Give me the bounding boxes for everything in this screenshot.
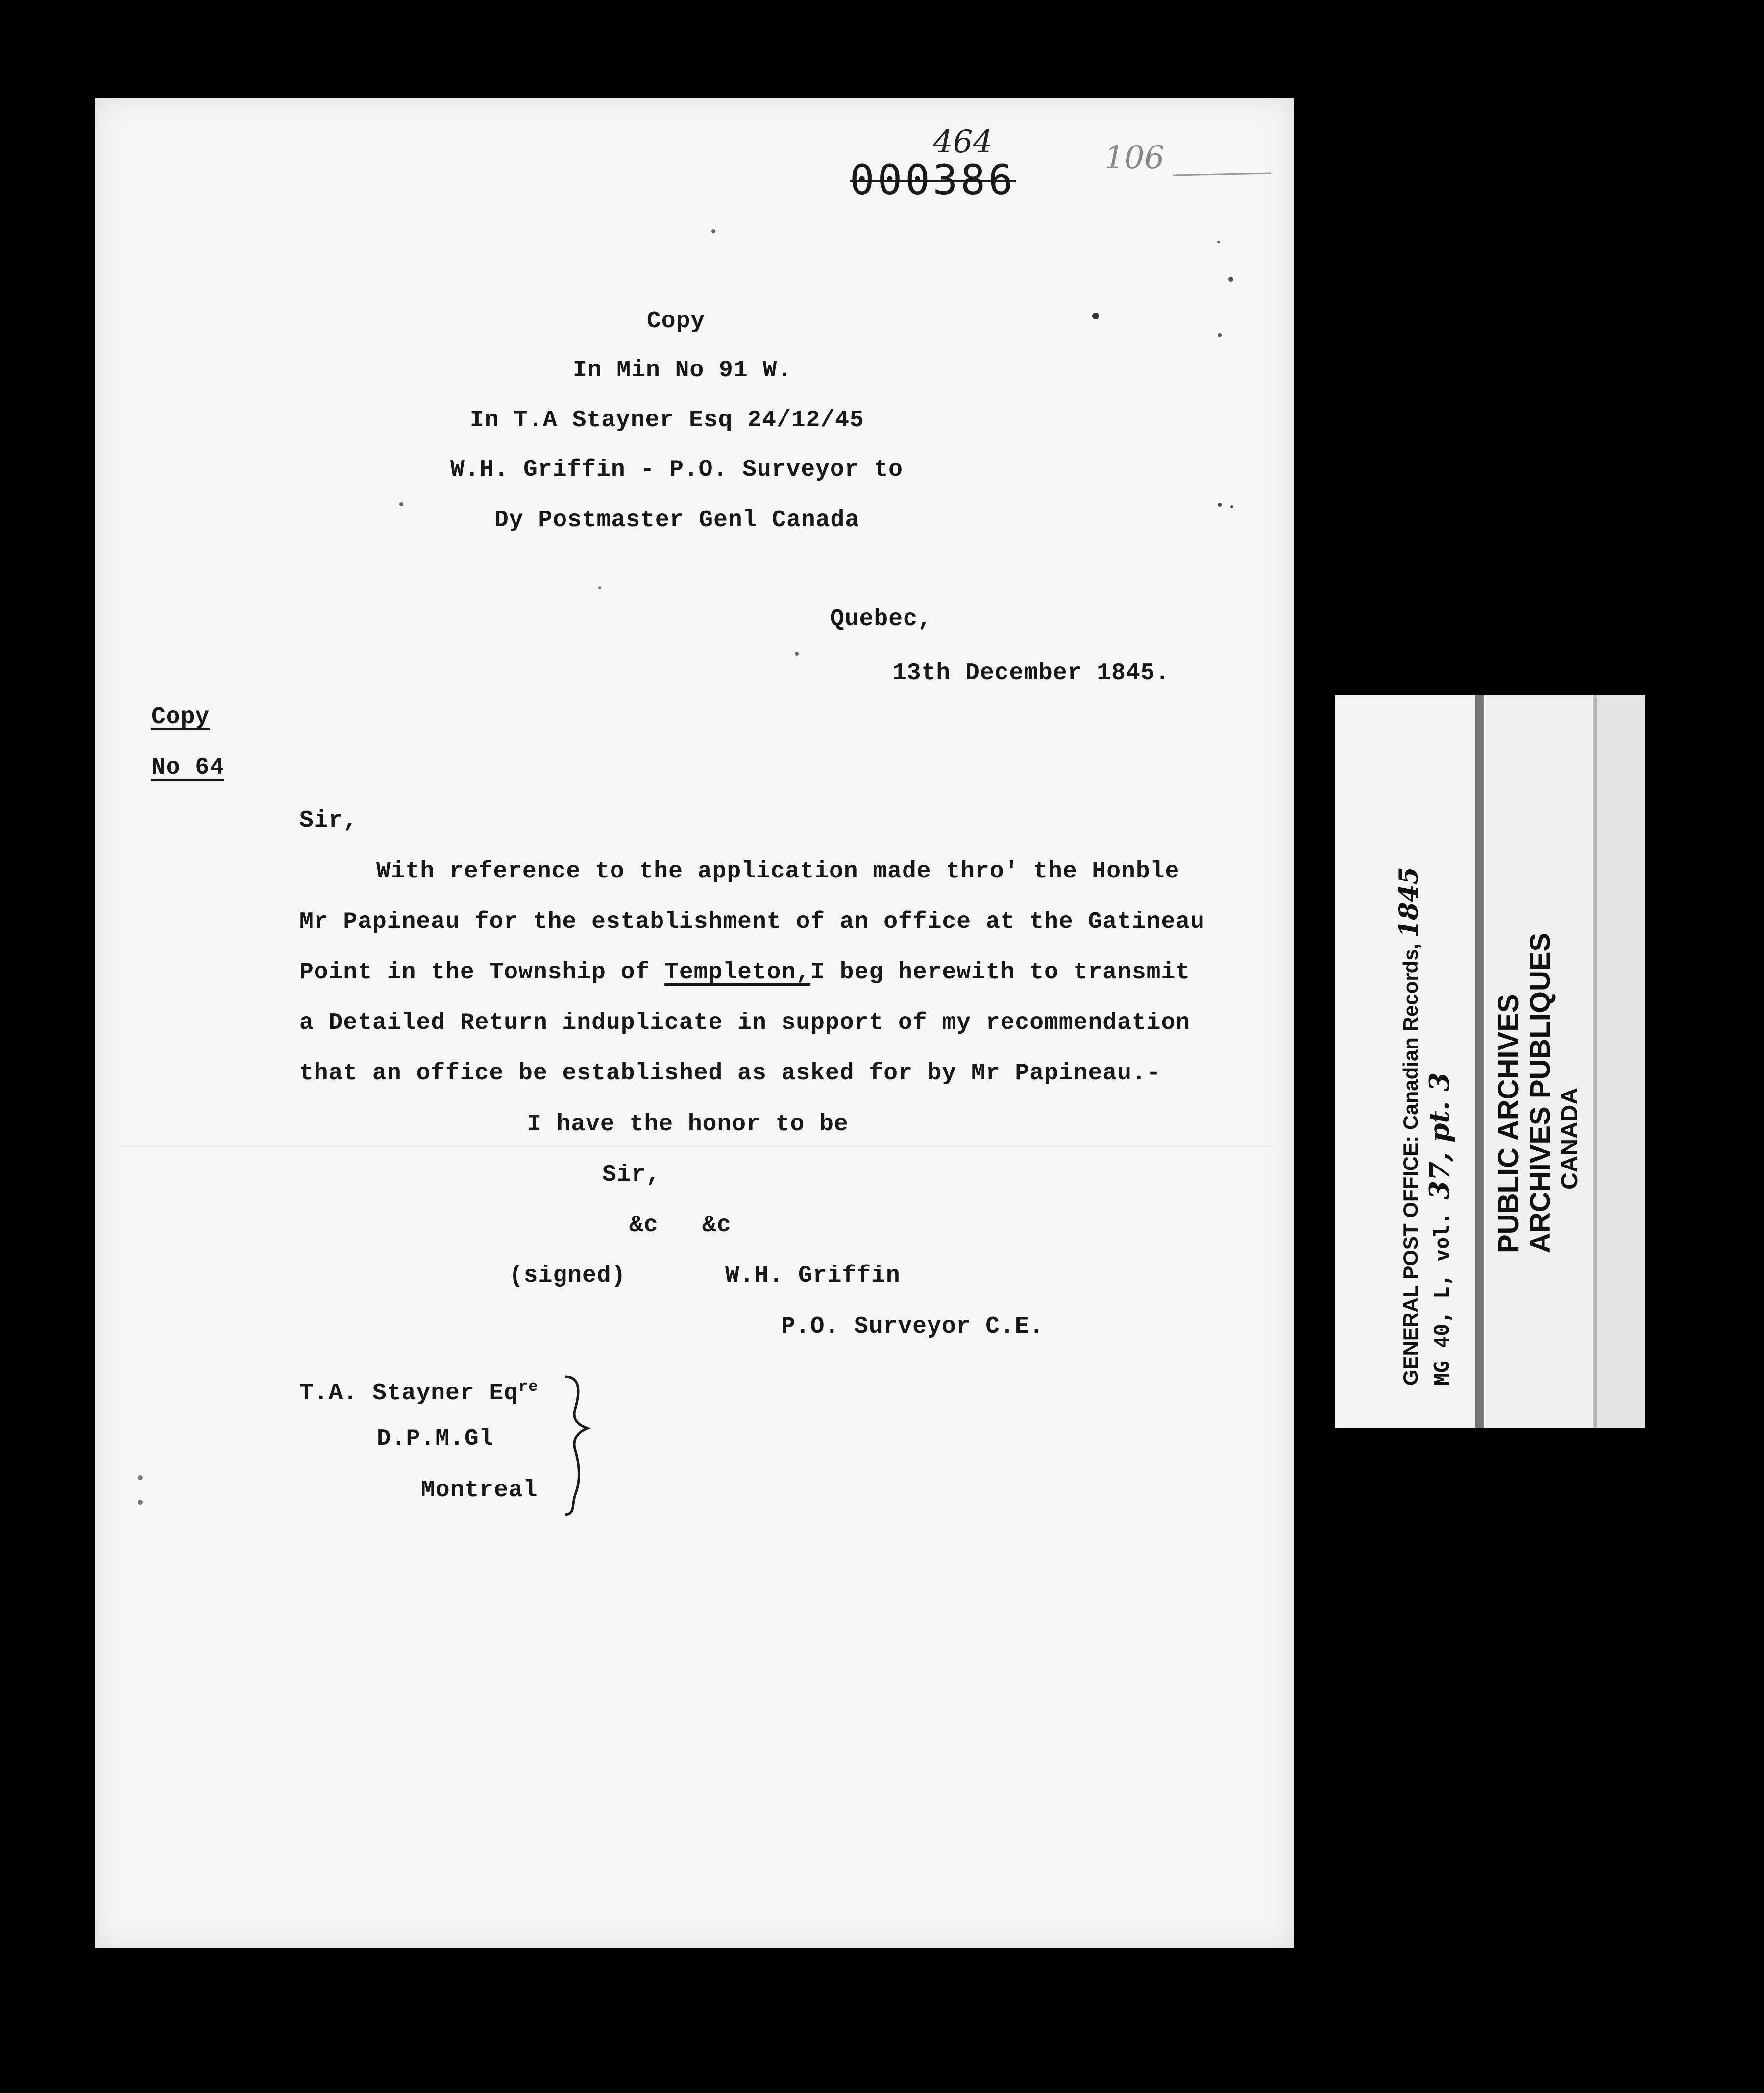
addressee-city: Montreal (421, 1477, 538, 1504)
archive-org-line1: PUBLIC ARCHIVES (1493, 994, 1524, 1253)
archive-volume-text: MG 40, L, vol. (1430, 1212, 1454, 1386)
closing-honor: I have the honor to be (527, 1111, 849, 1138)
heading-from: W.H. Griffin - P.O. Surveyor to (450, 457, 903, 483)
document-page (95, 98, 1294, 1948)
signer-title: P.O. Surveyor C.E. (781, 1314, 1044, 1340)
body-line: Mr Papineau for the establishment of an office at the Gatineau (299, 909, 1205, 935)
signer-name: W.H. Griffin (725, 1263, 901, 1289)
archive-reference-text: GENERAL POST OFFICE: Canadian Records, (1399, 943, 1422, 1386)
addressee-name-text: T.A. Stayner Eq (299, 1380, 519, 1407)
heading-enclosure: In T.A Stayner Esq 24/12/45 (470, 407, 864, 434)
archive-org-line3: CANADA (1557, 1088, 1583, 1190)
archive-label (1335, 695, 1645, 1428)
archive-org-line2: ARCHIVES PUBLIQUES (1524, 932, 1556, 1253)
closing-etcetera: &c &c (629, 1212, 732, 1239)
body-line-start: Point in the Township of (299, 959, 665, 986)
body-line: With reference to the application made thro' the Honble (376, 858, 1180, 885)
pencil-number: 106 (1104, 140, 1165, 176)
margin-note-number: No 64 (151, 754, 225, 781)
heading-copy: Copy (647, 308, 706, 335)
archive-reference-line1 (1396, 867, 1422, 1386)
handwritten-page-number: 464 (933, 124, 993, 160)
stamped-number: 000386 (850, 156, 1016, 204)
archive-reference-year: 1845 (1394, 867, 1424, 938)
closing-signed: (signed) (509, 1263, 626, 1289)
body-line: that an office be established as asked for by Mr Papineau.- (299, 1060, 1161, 1087)
body-line: a Detailed Return induplicate in support of my recommendation (299, 1010, 1191, 1036)
label-divider (1593, 695, 1597, 1428)
paper-specks (95, 98, 1294, 1948)
margin-note-copy: Copy (151, 704, 210, 730)
addressee-title: D.P.M.Gl (377, 1426, 494, 1452)
letter-date: 13th December 1845. (892, 660, 1170, 686)
closing-sir: Sir, (602, 1162, 661, 1188)
township-name: Templeton, (664, 959, 811, 986)
addressee-name-superscript: re (518, 1378, 539, 1396)
label-divider (1475, 695, 1484, 1428)
heading-to: Dy Postmaster Genl Canada (494, 507, 860, 534)
salutation: Sir, (299, 807, 358, 834)
body-line-rest: I beg herewith to transmit (810, 959, 1191, 986)
heading-minute-reference: In Min No 91 W. (573, 357, 792, 384)
label-strip-right (1597, 695, 1645, 1428)
letter-place: Quebec, (830, 606, 932, 633)
archive-reference-line2 (1423, 1072, 1456, 1386)
archive-volume-handwritten: 37, pt. 3 (1423, 1072, 1456, 1200)
